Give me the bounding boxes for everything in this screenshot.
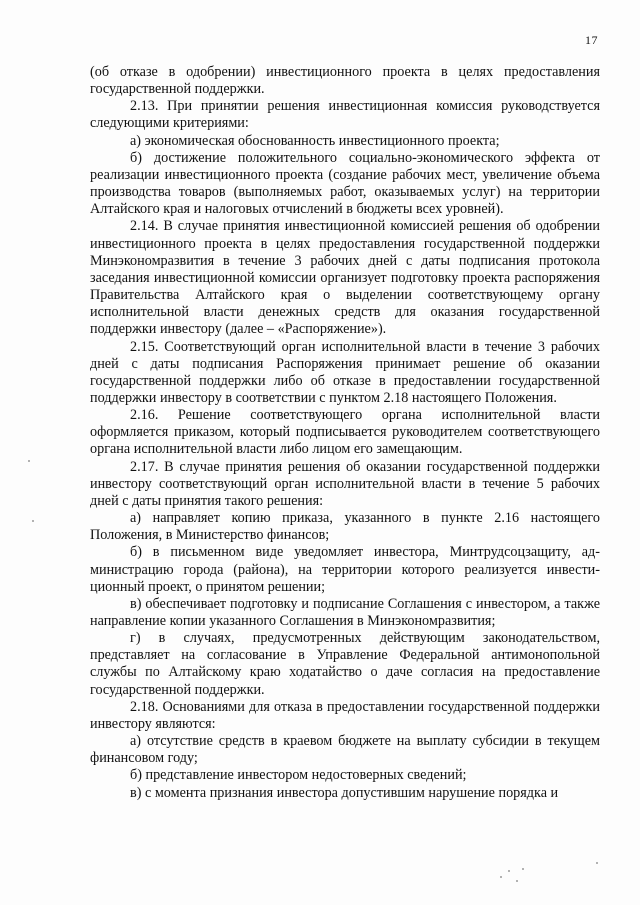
scan-speck	[522, 868, 524, 870]
paragraph: в) с момента признания инвестора допустившим нарушение порядка и	[130, 784, 559, 801]
paragraph: 2.14. В случае принятия инвестиционной комиссией решения об одобрении инвестиционного проекта в целях предоставления государственной поддержки Минэкономразвития в течение 3 рабочих дней с даты подписания протокола заседания инвестиционной комиссии организует подготовку проекта распоряжения Правительства Алтайского края о выделении соответствующему органу исполнительной власти денежных средств для оказания государственной поддержки инвестору (далее – «Распоряжение»).	[90, 218, 600, 338]
paragraph: б) достижение положительного социально-экономического эффекта от реализации инвестиционного проекта (создание рабочих мест, увеличение объема производства товаров (выполняемых работ, оказываемых услуг) на территории Алтайского края и налоговых отчислений в бюджеты всех уровней).	[90, 149, 600, 218]
paragraph: 2.15. Соответствующий орган исполнительной власти в течение 3 рабочих дней с даты подписания Распоряжения принимает решение об оказании государственной поддержки либо об отказе в предоставлении государственной поддержки инвестору в соответствии с пунктом 2.18 настоящего Положения.	[90, 338, 600, 406]
scan-speck	[500, 876, 502, 878]
paragraph: а) экономическая обоснованность инвестиционного проекта;	[130, 132, 500, 149]
paragraph: (об отказе в одобрении) инвестиционного проекта в целях предоставления государственной поддержки.	[90, 64, 600, 98]
paragraph: а) отсутствие средств в краевом бюджете на выплату субсидии в текущем финансовом году;	[90, 733, 600, 767]
scan-speck	[28, 460, 30, 462]
scan-speck	[32, 520, 34, 522]
document-body	[90, 64, 600, 802]
paragraph: 2.18. Основаниями для отказа в предоставлении государственной поддержки инвестору являются:	[90, 698, 600, 732]
paragraph: г) в случаях, предусмотренных действующим законодательством, представляет на согласование в Управление Федеральной антимонопольной службы по Алтайскому краю ходатайство о даче согласия на предоставление государственной поддержки.	[90, 630, 600, 698]
paragraph: б) в письменном виде уведомляет инвестора, Минтрудсоцзащиту, администрацию города (района), на территории которого реализуется инвестиционный проект, о принятом решении;	[90, 544, 600, 595]
scan-speck	[596, 862, 598, 864]
paragraph: в) обеспечивает подготовку и подписание Соглашения с инвестором, а также направление копии указанного Соглашения в Минэкономразвития;	[90, 595, 600, 629]
scan-speck	[508, 870, 510, 872]
paragraph: а) направляет копию приказа, указанного в пункте 2.16 настоящего Положения, в Министерство финансов;	[90, 510, 600, 544]
paragraph: 2.16. Решение соответствующего органа исполнительной власти оформляется приказом, который подписывается руководителем соответствующего органа исполнительной власти либо лицом его замещающим.	[90, 407, 600, 458]
scan-speck	[516, 880, 518, 882]
paragraph: 2.17. В случае принятия решения об оказании государственной поддержки инвестору соответствующий орган исполнительной власти в течение 5 рабочих дней с даты принятия такого решения:	[90, 458, 600, 509]
page-number: 17	[585, 33, 598, 47]
paragraph: 2.13. При принятии решения инвестиционная комиссия руководствуется следующими критериями:	[90, 98, 600, 132]
paragraph: б) представление инвестором недостоверных сведений;	[130, 767, 467, 784]
